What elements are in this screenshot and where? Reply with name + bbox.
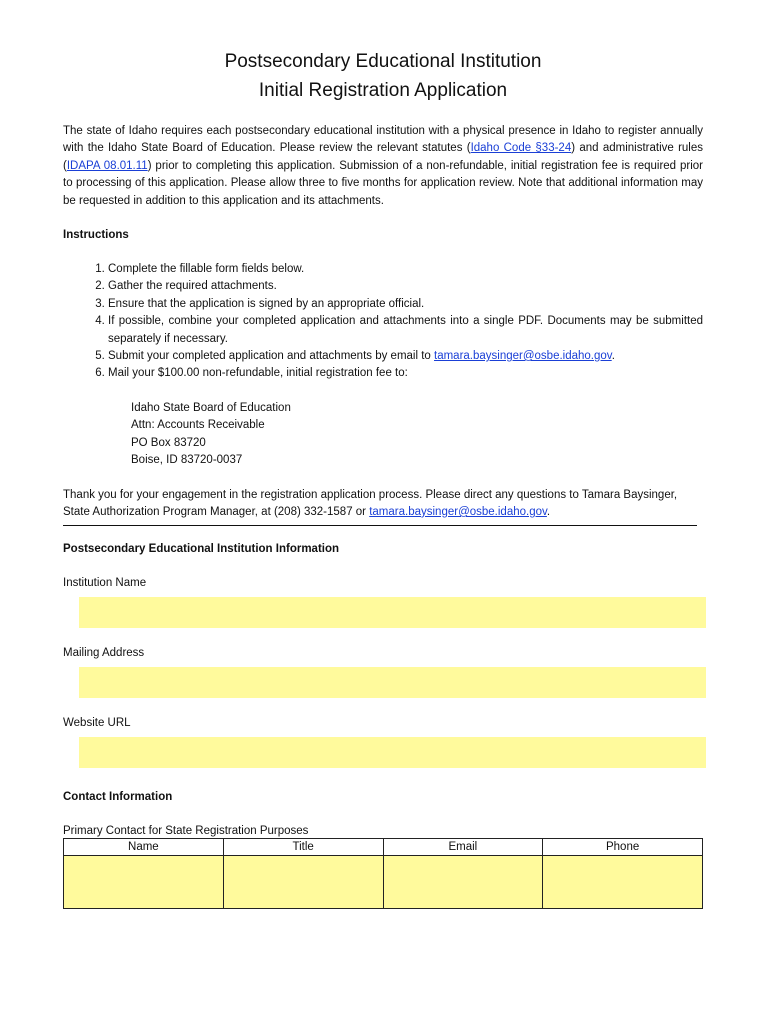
website-url-label: Website URL	[63, 717, 131, 730]
address-line-3: PO Box 83720	[131, 436, 206, 449]
contact-email-cell[interactable]	[383, 856, 543, 909]
contact-table-header	[64, 839, 703, 856]
address-line-1: Idaho State Board of Education	[131, 401, 291, 414]
mailing-address-label: Mailing Address	[63, 647, 145, 660]
primary-contact-caption: Primary Contact for State Registration Purposes	[63, 825, 309, 838]
column-header-email: Email	[383, 839, 543, 856]
contact-title-cell[interactable]	[223, 856, 383, 909]
application-page	[63, 0, 703, 909]
intro-paragraph	[63, 123, 703, 210]
thanks-text: Thank you for your engagement in the registration application process. Please direct any questions to Tamara Baysinger, State Authorization Program Manager, at (208) 332-1587 or	[63, 488, 678, 518]
idaho-code-link[interactable]: Idaho Code §33-24	[470, 142, 572, 155]
intro-text-3: ) prior to completing this application. Submission of a non-refundable, initial registration fee is required prior to processing of this application. Please allow three to five months for application review. Note that additional information may be requested in addition to this application and its attachments.	[63, 159, 703, 207]
intro-text-2: ) and administrative rules (	[63, 142, 703, 172]
institution-name-field[interactable]	[79, 597, 706, 628]
contact-table-row	[64, 856, 703, 909]
title-line-2: Initial Registration Application	[258, 80, 508, 101]
instruction-step-5	[108, 348, 703, 365]
thanks-end: .	[546, 505, 551, 518]
page-title	[63, 47, 703, 105]
instruction-step-2: 2. Gather the required attachments.	[108, 278, 703, 295]
thanks-paragraph	[63, 487, 703, 522]
instruction-step-1: 1. Complete the fillable form fields below.	[108, 261, 703, 278]
institution-info-heading: Postsecondary Educational Institution Information	[63, 543, 340, 556]
title-line-1: Postsecondary Educational Institution	[224, 51, 542, 72]
instruction-step-4: 4. If possible, combine your completed application and attachments into a single PDF. Documents may be submitted separately if necessary.	[108, 313, 703, 348]
contact-phone-cell[interactable]	[543, 856, 703, 909]
primary-contact-table	[63, 838, 703, 909]
institution-name-label: Institution Name	[63, 577, 147, 590]
contact-name-cell[interactable]	[64, 856, 224, 909]
intro-text-1: The state of Idaho requires each postsecondary educational institution with a physical presence in Idaho to register annually with the Idaho State Board of Education. Please review the relevant statutes (	[63, 125, 703, 155]
mailing-address-field[interactable]	[79, 667, 706, 698]
instruction-step-6: 6. Mail your $100.00 non-refundable, initial registration fee to:	[108, 365, 703, 382]
instructions-list	[63, 261, 703, 383]
instruction-step-3: 3. Ensure that the application is signed by an appropriate official.	[108, 296, 703, 313]
step-5-text: Submit your completed application and attachments by email to	[108, 350, 435, 363]
step-5-email-link[interactable]: tamara.baysinger@osbe.idaho.gov	[434, 350, 612, 363]
step-5-end: .	[611, 350, 615, 363]
idapa-link[interactable]: IDAPA 08.01.11	[66, 159, 148, 172]
column-header-name: Name	[64, 839, 224, 856]
column-header-phone: Phone	[543, 839, 703, 856]
mailing-address-block	[131, 400, 703, 470]
section-divider	[63, 525, 697, 526]
instructions-heading: Instructions	[63, 229, 129, 242]
website-url-field[interactable]	[79, 737, 706, 768]
address-line-2: Attn: Accounts Receivable	[131, 419, 265, 432]
contact-info-heading: Contact Information	[63, 791, 173, 804]
thanks-email-link[interactable]: tamara.baysinger@osbe.idaho.gov	[369, 505, 547, 518]
address-line-4: Boise, ID 83720-0037	[131, 454, 243, 467]
column-header-title: Title	[223, 839, 383, 856]
